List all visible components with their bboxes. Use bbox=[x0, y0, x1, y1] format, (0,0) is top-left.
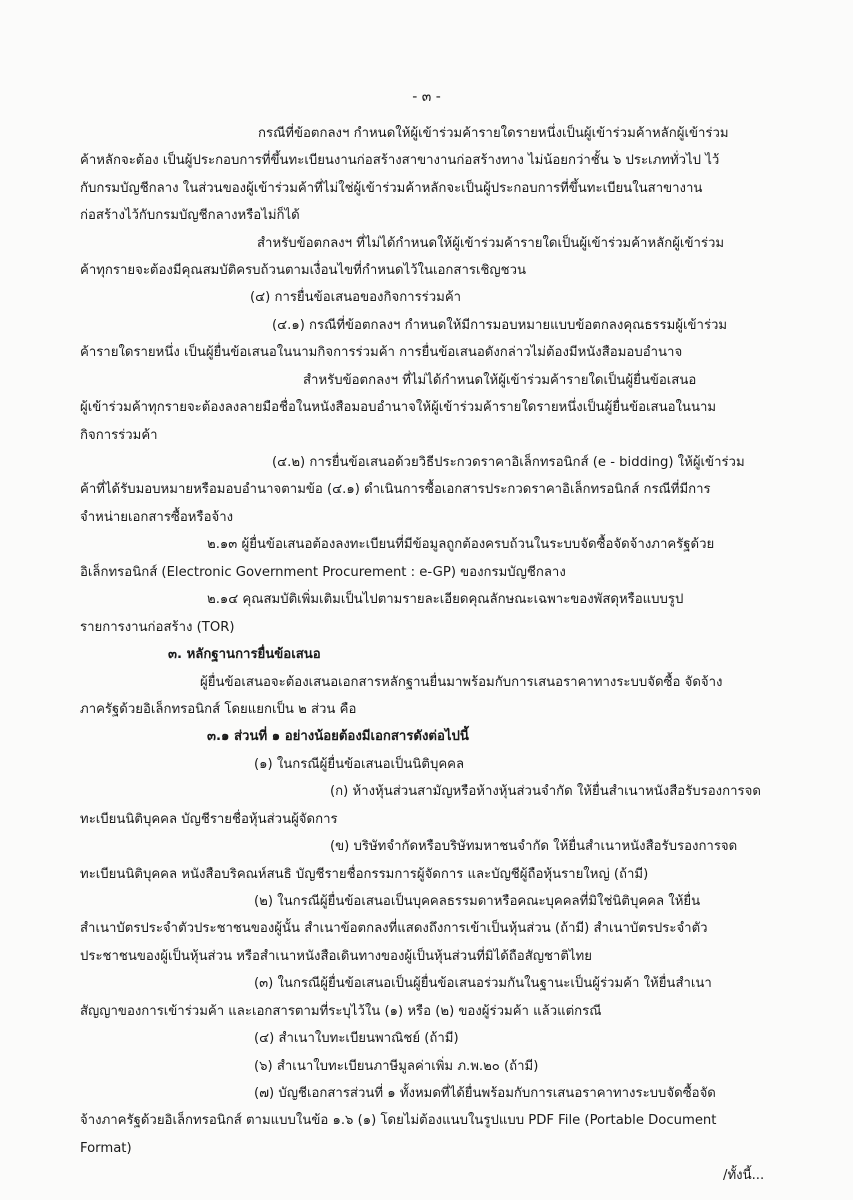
text-line: ค้าทุกรายจะต้องมีคุณสมบัติครบถ้วนตามเงื่อนไขที่กำหนดไว้ในเอกสารเชิญชวน bbox=[80, 263, 527, 278]
text-line: รายการงานก่อสร้าง (TOR) bbox=[80, 620, 235, 635]
text-line: ผู้เข้าร่วมค้าทุกรายจะต้องลงลายมือชื่อในหนังสือมอบอำนาจให้ผู้เข้าร่วมค้ารายใดรายหนึ่งเป็นผู้ยื่นข้อเสนอในนาม bbox=[80, 400, 717, 415]
text-line: (๒) ในกรณีผู้ยื่นข้อเสนอเป็นบุคคลธรรมดาหรือคณะบุคคลที่มิใช่นิติบุคคล ให้ยื่น bbox=[254, 894, 701, 909]
text-line: (๔) การยื่นข้อเสนอของกิจการร่วมค้า bbox=[250, 290, 462, 305]
text-line: (๑) ในกรณีผู้ยื่นข้อเสนอเป็นนิติบุคคล bbox=[254, 757, 465, 772]
text-line: (ก) ห้างหุ้นส่วนสามัญหรือห้างหุ้นส่วนจำกัด ให้ยื่นสำเนาหนังสือรับรองการจด bbox=[330, 784, 761, 799]
text-line: /ทั้งนี้... bbox=[723, 1168, 765, 1183]
text-line: (๔.๑) กรณีที่ข้อตกลงฯ กำหนดให้มีการมอบหมายแบบข้อตกลงคุณธรรมผู้เข้าร่วม bbox=[272, 318, 728, 333]
text-line: ค้ารายใดรายหนึ่ง เป็นผู้ยื่นข้อเสนอในนามกิจการร่วมค้า การยื่นข้อเสนอดังกล่าวไม่ต้องมีหนังสือมอบอำนาจ bbox=[80, 345, 683, 360]
text-line: สำหรับข้อตกลงฯ ที่ไม่ได้กำหนดให้ผู้เข้าร่วมค้ารายใดเป็นผู้ยื่นข้อเสนอ bbox=[303, 373, 697, 388]
text-line: กับกรมบัญชีกลาง ในส่วนของผู้เข้าร่วมค้าที่ไม่ใช่ผู้เข้าร่วมค้าหลักจะเป็นผู้ประกอบการที่ขึ้นทะเบียนในสาขางาน bbox=[80, 181, 703, 196]
text-line: (๔) สำเนาใบทะเบียนพาณิชย์ (ถ้ามี) bbox=[254, 1031, 459, 1046]
text-line: (๗) บัญชีเอกสารส่วนที่ ๑ ทั้งหมดที่ได้ยื่นพร้อมกับการเสนอราคาทางระบบจัดซื้อจัด bbox=[254, 1086, 716, 1101]
text-line: Format) bbox=[80, 1141, 132, 1156]
text-line: ก่อสร้างไว้กับกรมบัญชีกลางหรือไม่ก็ได้ bbox=[80, 208, 300, 223]
text-line: ๓.๑ ส่วนที่ ๑ อย่างน้อยต้องมีเอกสารดังต่อไปนี้ bbox=[207, 729, 469, 744]
text-line: ๒.๑๔ คุณสมบัติเพิ่มเติมเป็นไปตามรายละเอียดคุณลักษณะเฉพาะของพัสดุหรือแบบรูป bbox=[207, 592, 684, 607]
text-line: (๖) สำเนาใบทะเบียนภาษีมูลค่าเพิ่ม ภ.พ.๒๐ (ถ้ามี) bbox=[254, 1059, 539, 1074]
text-line: จ้างภาครัฐด้วยอิเล็กทรอนิกส์ ตามแบบในข้อ ๑.๖ (๑) โดยไม่ต้องแนบในรูปแบบ PDF File (Portable Document bbox=[80, 1113, 717, 1128]
page-number: - ๓ - bbox=[412, 89, 441, 105]
text-line: ภาครัฐด้วยอิเล็กทรอนิกส์ โดยแยกเป็น ๒ ส่วน คือ bbox=[80, 702, 357, 717]
text-line: กรณีที่ข้อตกลงฯ กำหนดให้ผู้เข้าร่วมค้ารายใดรายหนึ่งเป็นผู้เข้าร่วมค้าหลักผู้เข้าร่วม bbox=[258, 126, 729, 141]
text-line: ประชาชนของผู้เป็นหุ้นส่วน หรือสำเนาหนังสือเดินทางของผู้เป็นหุ้นส่วนที่มิได้ถือสัญชาติไทย bbox=[80, 949, 592, 964]
text-line: สัญญาของการเข้าร่วมค้า และเอกสารตามที่ระบุไว้ใน (๑) หรือ (๒) ของผู้ร่วมค้า แล้วแต่กรณี bbox=[80, 1004, 602, 1019]
text-line: ค้าหลักจะต้อง เป็นผู้ประกอบการที่ขึ้นทะเบียนงานก่อสร้างสาขางานก่อสร้างทาง ไม่น้อยกว่าชั้น ๖ ประเภททั่วไป ไว้ bbox=[80, 153, 720, 168]
text-line: ๓. หลักฐานการยื่นข้อเสนอ bbox=[168, 647, 321, 662]
text-line: (๓) ในกรณีผู้ยื่นข้อเสนอเป็นผู้ยื่นข้อเสนอร่วมกันในฐานะเป็นผู้ร่วมค้า ให้ยื่นสำเนา bbox=[254, 976, 712, 991]
text-line: สำหรับข้อตกลงฯ ที่ไม่ได้กำหนดให้ผู้เข้าร่วมค้ารายใดเป็นผู้เข้าร่วมค้าหลักผู้เข้าร่วม bbox=[257, 236, 725, 251]
text-line: จำหน่ายเอกสารซื้อหรือจ้าง bbox=[80, 510, 234, 525]
text-line: ๒.๑๓ ผู้ยื่นข้อเสนอต้องลงทะเบียนที่มีข้อมูลถูกต้องครบถ้วนในระบบจัดซื้อจัดจ้างภาครัฐด้วย bbox=[207, 537, 715, 552]
text-line: (ข) บริษัทจำกัดหรือบริษัทมหาชนจำกัด ให้ยื่นสำเนาหนังสือรับรองการจด bbox=[330, 839, 738, 854]
text-line: กิจการร่วมค้า bbox=[80, 428, 158, 443]
text-line: (๔.๒) การยื่นข้อเสนอด้วยวิธีประกวดราคาอิเล็กทรอนิกส์ (e - bidding) ให้ผู้เข้าร่วม bbox=[272, 455, 745, 470]
text-line: อิเล็กทรอนิกส์ (Electronic Government Procurement : e-GP) ของกรมบัญชีกลาง bbox=[80, 565, 566, 580]
text-line: ผู้ยื่นข้อเสนอจะต้องเสนอเอกสารหลักฐานยื่นมาพร้อมกับการเสนอราคาทางระบบจัดซื้อ จัดจ้าง bbox=[200, 675, 723, 690]
text-line: สำเนาบัตรประจำตัวประชาชนของผู้นั้น สำเนาข้อตกลงที่แสดงถึงการเข้าเป็นหุ้นส่วน (ถ้ามี) สำเนาบัตรประจำตัว bbox=[80, 921, 708, 936]
text-line: ค้าที่ได้รับมอบหมายหรือมอบอำนาจตามข้อ (๔.๑) ดำเนินการซื้อเอกสารประกวดราคาอิเล็กทรอนิกส์ กรณีที่มีการ bbox=[80, 482, 711, 497]
text-line: ทะเบียนนิติบุคคล หนังสือบริคณห์สนธิ บัญชีรายชื่อกรรมการผู้จัดการ และบัญชีผู้ถือหุ้นรายใหญ่ (ถ้ามี) bbox=[80, 867, 649, 882]
text-line: ทะเบียนนิติบุคคล บัญชีรายชื่อหุ้นส่วนผู้จัดการ bbox=[80, 812, 338, 827]
